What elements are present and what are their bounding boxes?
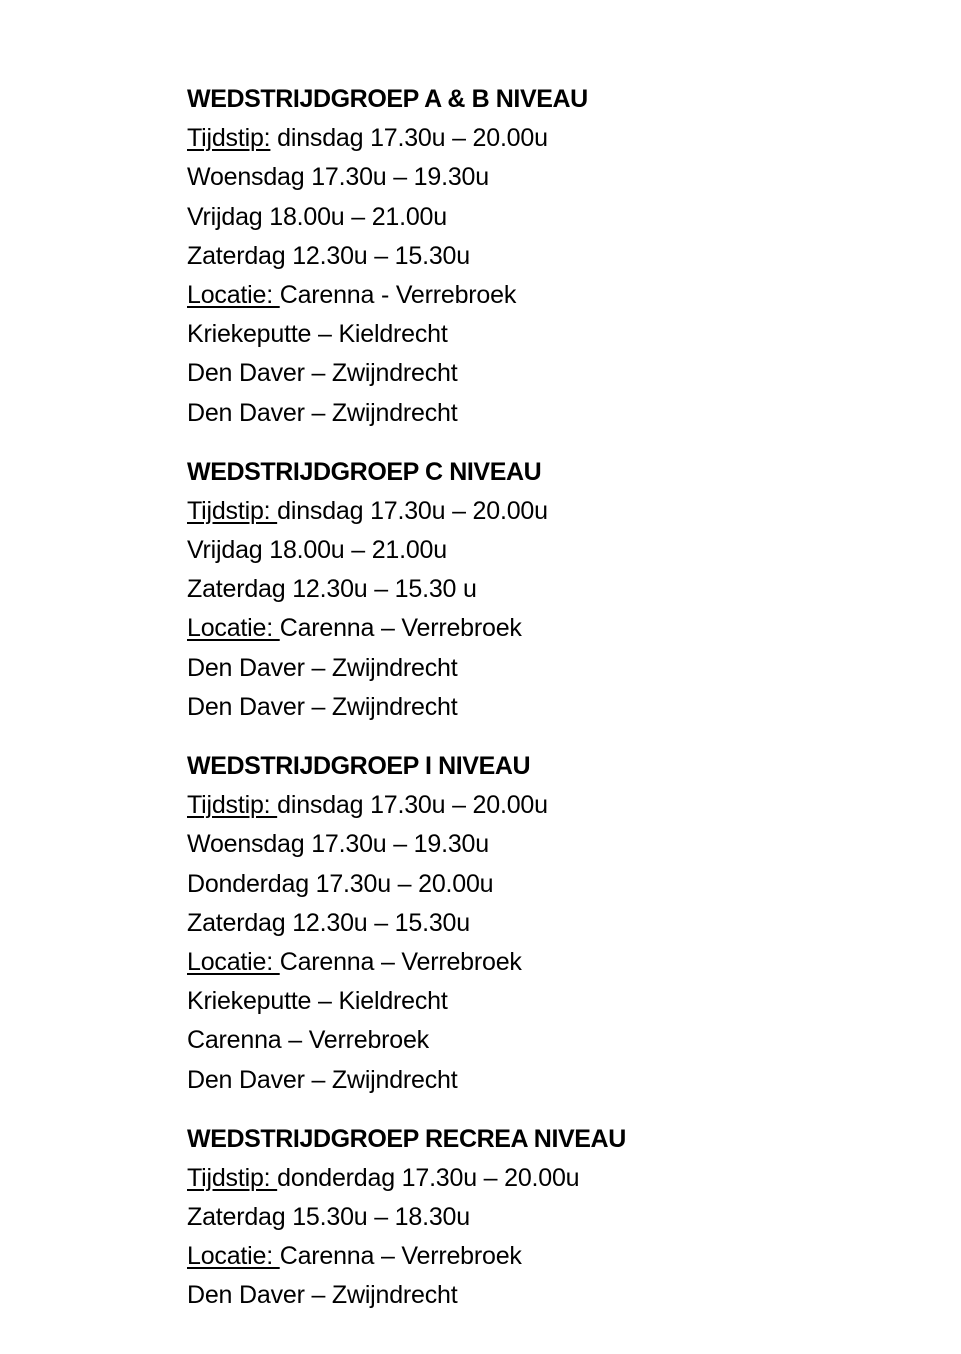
section-heading: WEDSTRIJDGROEP RECREA NIVEAU — [187, 1124, 626, 1153]
time-value: dinsdag 17.30u – 20.00u — [277, 791, 548, 820]
time-value: dinsdag 17.30u – 20.00u — [277, 496, 548, 525]
location-line: Den Daver – Zwijndrecht — [187, 692, 458, 721]
section-heading: WEDSTRIJDGROEP I NIVEAU — [187, 752, 531, 780]
time-line: Donderdag 17.30u – 20.00u — [187, 869, 494, 898]
location-line: Kriekeputte – Kieldrecht — [187, 320, 448, 349]
time-line: Zaterdag 12.30u – 15.30u — [187, 908, 470, 937]
location-label: Locatie: — [187, 947, 280, 976]
time-line — [187, 492, 887, 531]
time-label: Tijdstip: — [187, 124, 271, 153]
location-line: Carenna – Verrebroek — [187, 1026, 429, 1055]
location-value: Carenna – Verrebroek — [279, 614, 522, 643]
location-line: Den Daver – Zwijndrecht — [187, 398, 458, 427]
document-page — [187, 80, 887, 1336]
location-line — [187, 943, 887, 982]
section-group-c — [187, 453, 887, 727]
location-line: Den Daver – Zwijndrecht — [187, 653, 458, 682]
location-line: Den Daver – Zwijndrecht — [187, 359, 458, 388]
time-line: Zaterdag 12.30u – 15.30 u — [187, 575, 477, 604]
time-line: Woensdag 17.30u – 19.30u — [187, 163, 489, 192]
time-label: Tijdstip: — [187, 791, 278, 820]
location-line — [187, 1237, 887, 1276]
section-group-a-b — [187, 80, 887, 433]
location-line: Den Daver – Zwijndrecht — [187, 1281, 458, 1310]
location-line: Kriekeputte – Kieldrecht — [187, 987, 448, 1016]
time-value: donderdag 17.30u – 20.00u — [277, 1163, 580, 1192]
time-line: Vrijdag 18.00u – 21.00u — [187, 202, 447, 231]
location-line: Den Daver – Zwijndrecht — [187, 1065, 458, 1094]
time-line: Zaterdag 15.30u – 18.30u — [187, 1203, 470, 1232]
time-line: Zaterdag 12.30u – 15.30u — [187, 241, 470, 270]
time-line — [187, 786, 887, 825]
section-group-recrea — [187, 1120, 887, 1316]
location-line — [187, 276, 887, 315]
time-line — [187, 119, 887, 158]
time-label: Tijdstip: — [187, 1163, 278, 1192]
location-label: Locatie: — [187, 280, 280, 309]
section-heading: WEDSTRIJDGROEP C NIVEAU — [187, 457, 542, 486]
location-line — [187, 609, 887, 648]
time-line — [187, 1159, 887, 1198]
time-value: dinsdag 17.30u – 20.00u — [270, 124, 548, 153]
location-value: Carenna - Verrebroek — [279, 280, 517, 309]
location-value: Carenna – Verrebroek — [279, 947, 522, 976]
location-label: Locatie: — [187, 614, 280, 643]
time-line: Woensdag 17.30u – 19.30u — [187, 830, 489, 859]
section-heading: WEDSTRIJDGROEP A & B NIVEAU — [187, 85, 588, 113]
section-group-i — [187, 747, 887, 1100]
location-value: Carenna – Verrebroek — [279, 1242, 522, 1271]
time-line: Vrijdag 18.00u – 21.00u — [187, 536, 447, 565]
location-label: Locatie: — [187, 1242, 280, 1271]
time-label: Tijdstip: — [187, 496, 278, 525]
